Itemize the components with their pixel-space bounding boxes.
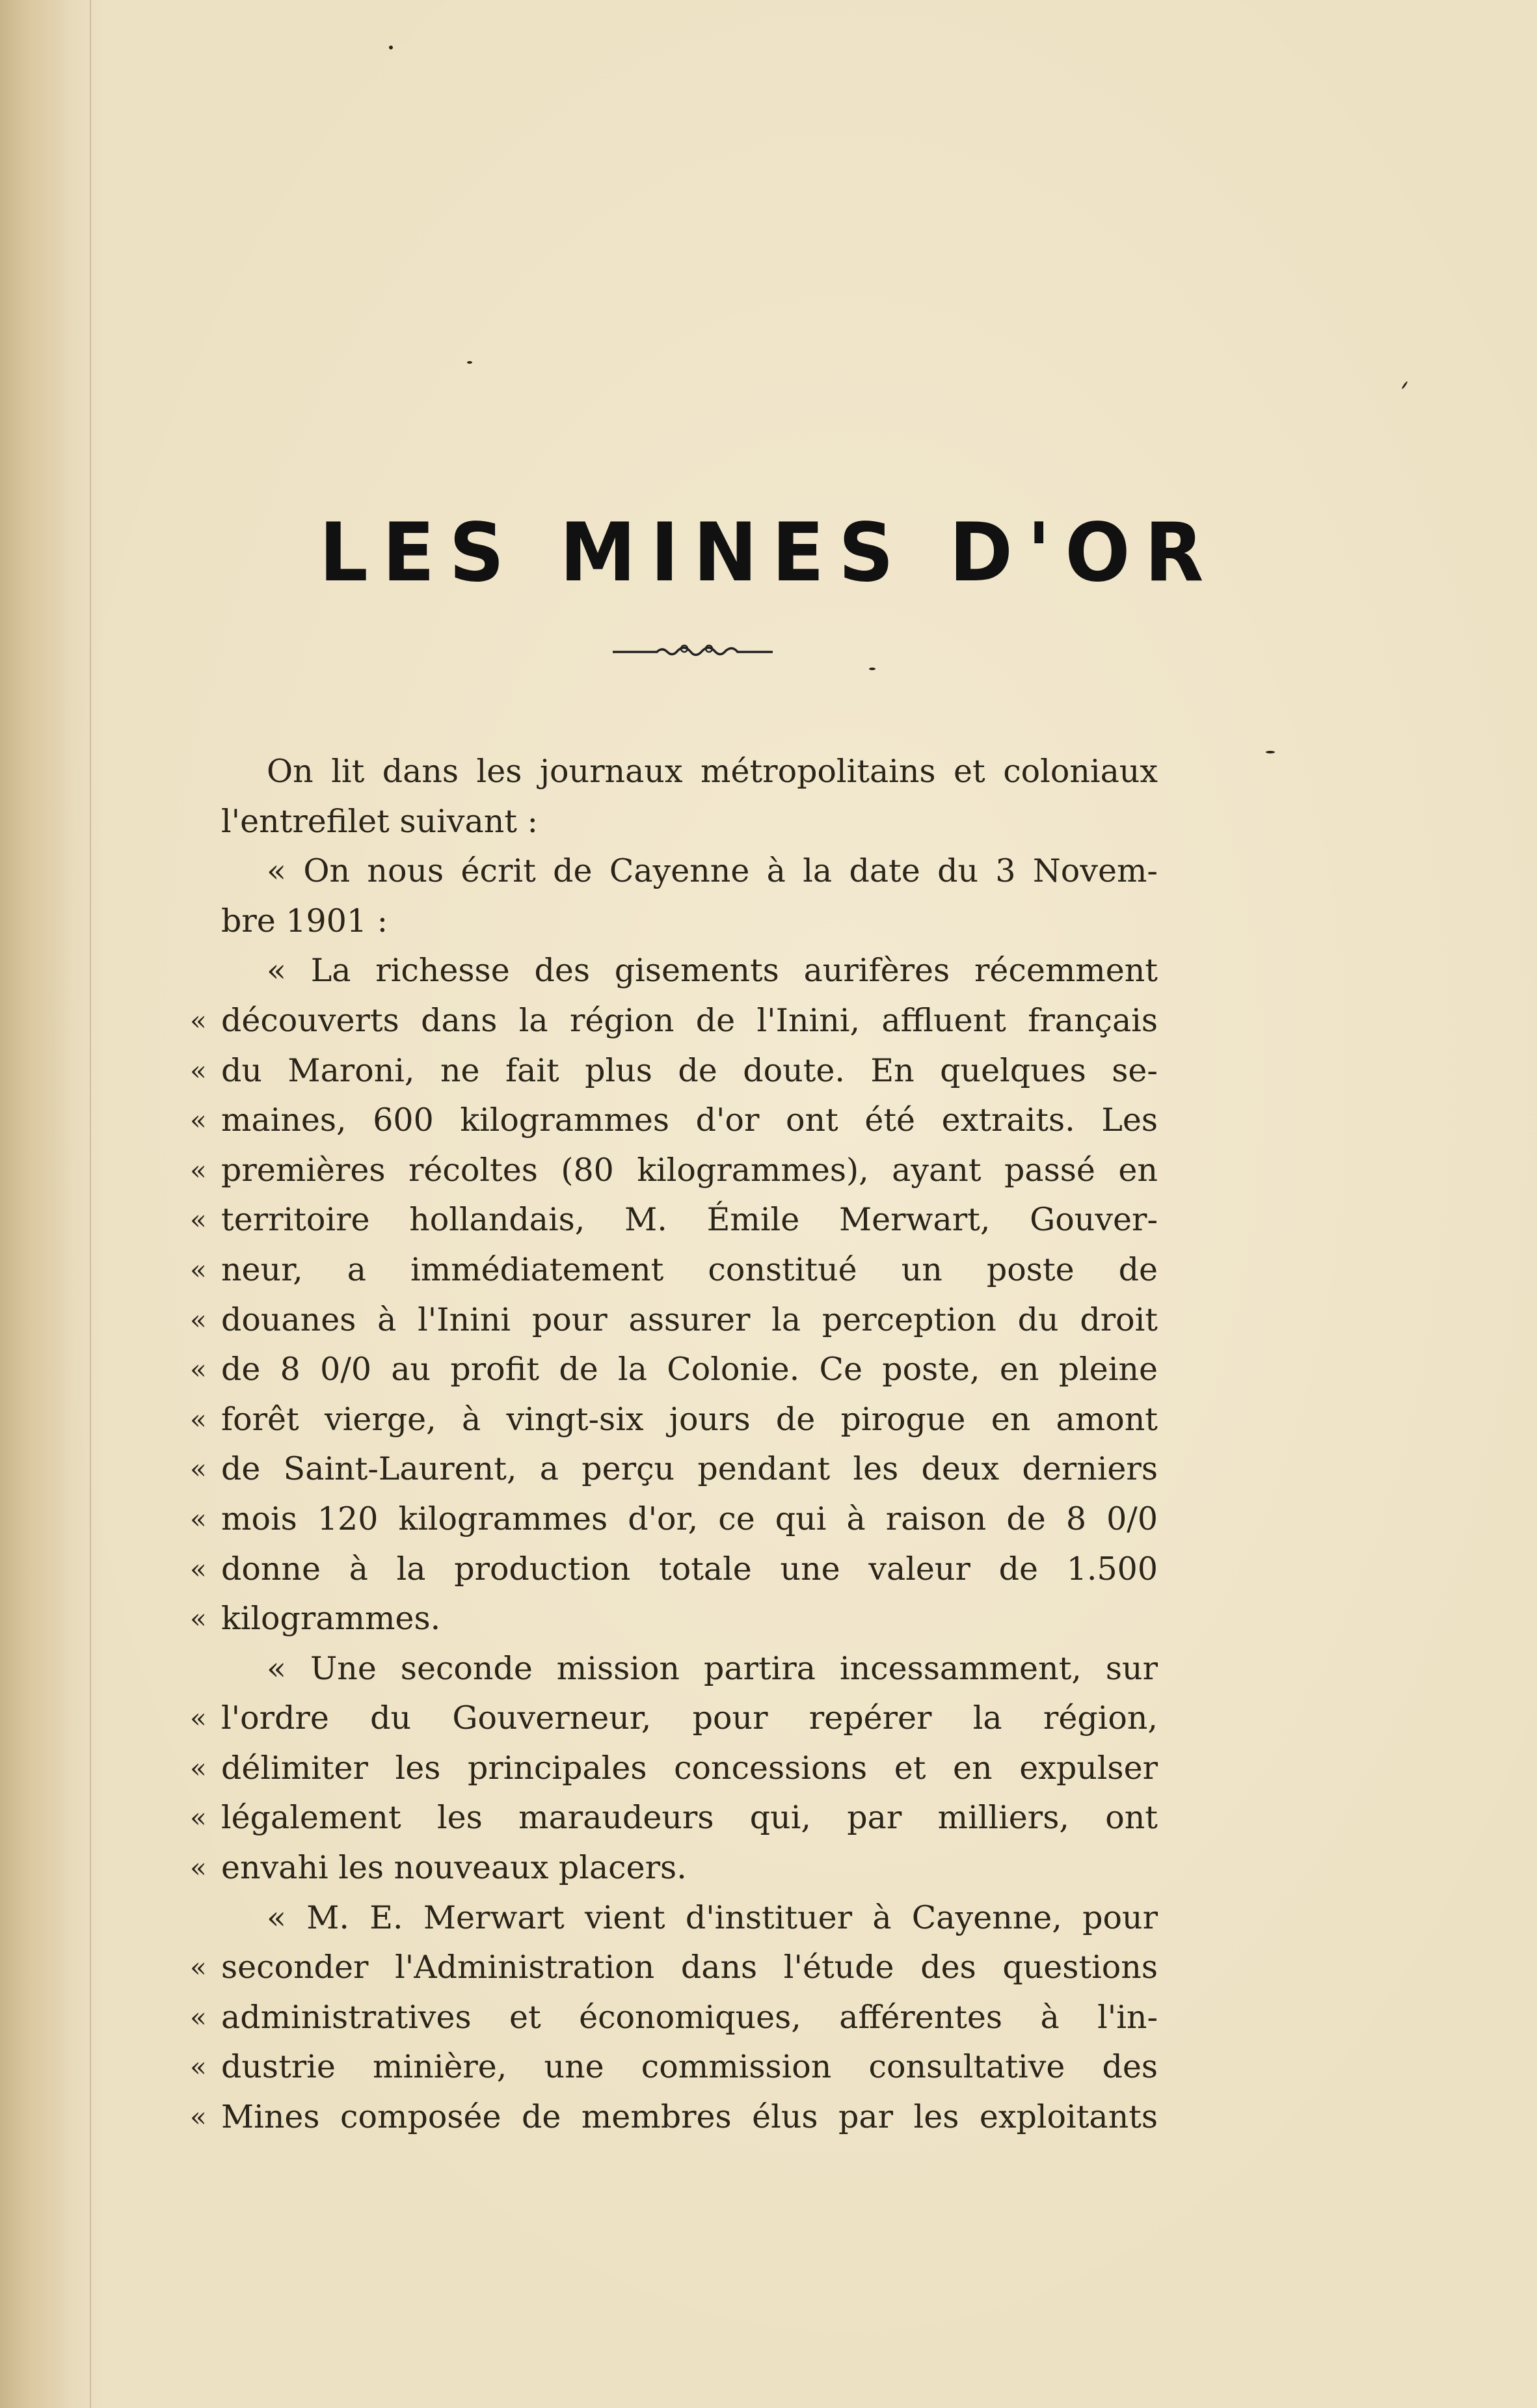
quote-marker: «: [190, 1603, 207, 1635]
text-line: [190, 1943, 1158, 1993]
line-text: seconder l'Administration dans l'étude des questions: [221, 1949, 1158, 1986]
line-text: maines, 600 kilogrammes d'or ont été extraits. Les: [221, 1102, 1158, 1139]
line-text: Mines composée de membres élus par les exploitants: [221, 2098, 1158, 2136]
page-fold-line: [90, 0, 91, 2408]
quote-marker: «: [190, 1752, 207, 1784]
quote-marker: «: [190, 1403, 207, 1435]
line-text: délimiter les principales concessions et en expulser: [221, 1749, 1158, 1787]
quote-marker: «: [190, 1253, 207, 1286]
ornament-divider-icon: [611, 631, 774, 670]
ink-speck: [467, 361, 472, 364]
text-line: [221, 747, 1158, 797]
text-line: [190, 996, 1158, 1046]
text-line: [190, 1146, 1158, 1196]
quote-marker: «: [190, 1054, 207, 1087]
ink-speck: [389, 46, 393, 49]
quote-marker: «: [190, 1303, 207, 1336]
line-text: de 8 0/0 au profit de la Colonie. Ce poste, en pleine: [221, 1351, 1158, 1388]
quote-marker: «: [190, 1502, 207, 1535]
text-line: [190, 1395, 1158, 1445]
line-text: kilogrammes.: [221, 1600, 441, 1638]
text-line: [190, 1793, 1158, 1843]
line-text: « M. E. Merwart vient d'instituer à Cayenne, pour: [267, 1899, 1158, 1936]
line-text: douanes à l'Inini pour assurer la perception du droit: [221, 1301, 1158, 1338]
ink-speck: [869, 668, 875, 670]
line-text: donne à la production totale une valeur de 1.500: [221, 1550, 1158, 1588]
page-title: LES MINES D'OR: [319, 505, 1218, 600]
line-text: du Maroni, ne fait plus de doute. En quelques se-: [221, 1051, 1158, 1089]
text-line: [190, 1245, 1158, 1295]
text-line: [190, 2092, 1158, 2143]
binding-shadow: [0, 0, 72, 2408]
line-text: On lit dans les journaux métropolitains et coloniaux: [267, 753, 1158, 790]
text-line: [221, 1893, 1158, 1943]
text-line: [190, 1594, 1158, 1644]
text-line: [190, 1744, 1158, 1794]
text-line: [190, 1046, 1158, 1096]
quote-marker: «: [190, 1453, 207, 1485]
quote-marker: «: [190, 2001, 207, 2033]
text-line: [190, 1345, 1158, 1395]
line-text: dustrie minière, une commission consultative des: [221, 2048, 1158, 2086]
article-body: [190, 747, 1158, 2143]
text-line: [190, 1096, 1158, 1146]
text-line: [190, 1843, 1158, 1893]
text-line: [190, 2042, 1158, 2092]
text-line: [190, 1495, 1158, 1545]
text-line: [190, 1295, 1158, 1346]
line-text: territoire hollandais, M. Émile Merwart, Gouver-: [221, 1201, 1158, 1239]
quote-marker: «: [190, 1004, 207, 1036]
line-text: découverts dans la région de l'Inini, affluent français: [221, 1001, 1158, 1039]
line-text: légalement les maraudeurs qui, par milliers, ont: [221, 1799, 1158, 1837]
ink-speck: [1401, 381, 1408, 389]
text-line: [190, 1195, 1158, 1245]
line-text: de Saint-Laurent, a perçu pendant les deux derniers: [221, 1450, 1158, 1488]
line-text: « La richesse des gisements aurifères récemment: [267, 952, 1158, 990]
text-line: [221, 1644, 1158, 1694]
line-text: premières récoltes (80 kilogrammes), ayant passé en: [221, 1151, 1158, 1189]
text-line: [190, 1545, 1158, 1595]
text-line: [221, 897, 1158, 947]
quote-marker: «: [190, 1154, 207, 1186]
quote-marker: «: [190, 1204, 207, 1236]
ink-speck: [1266, 751, 1275, 753]
quote-marker: «: [190, 2101, 207, 2133]
text-line: [221, 946, 1158, 996]
text-line: [221, 846, 1158, 897]
quote-marker: «: [190, 1552, 207, 1585]
quote-marker: «: [190, 1802, 207, 1834]
text-line: [190, 1444, 1158, 1495]
quote-marker: «: [190, 1353, 207, 1386]
line-text: forêt vierge, à vingt-six jours de pirogue en amont: [221, 1400, 1158, 1438]
quote-marker: «: [190, 1951, 207, 1984]
line-text: « On nous écrit de Cayenne à la date du 3 Novem-: [267, 852, 1158, 890]
line-text: bre 1901 :: [221, 902, 388, 940]
quote-marker: «: [190, 1852, 207, 1884]
line-text: mois 120 kilogrammes d'or, ce qui à raison de 8 0/0: [221, 1500, 1158, 1537]
text-line: [190, 1694, 1158, 1744]
line-text: administratives et économiques, afférentes à l'in-: [221, 1998, 1158, 2036]
quote-marker: «: [190, 2051, 207, 2083]
quote-marker: «: [190, 1702, 207, 1735]
line-text: envahi les nouveaux placers.: [221, 1849, 687, 1887]
line-text: neur, a immédiatement constitué un poste de: [221, 1251, 1158, 1288]
line-text: « Une seconde mission partira incessamment, sur: [267, 1649, 1158, 1687]
quote-marker: «: [190, 1104, 207, 1137]
line-text: l'ordre du Gouverneur, pour repérer la région,: [221, 1699, 1158, 1737]
line-text: l'entrefilet suivant :: [221, 802, 539, 840]
text-line: [221, 797, 1158, 847]
text-line: [190, 1993, 1158, 2043]
